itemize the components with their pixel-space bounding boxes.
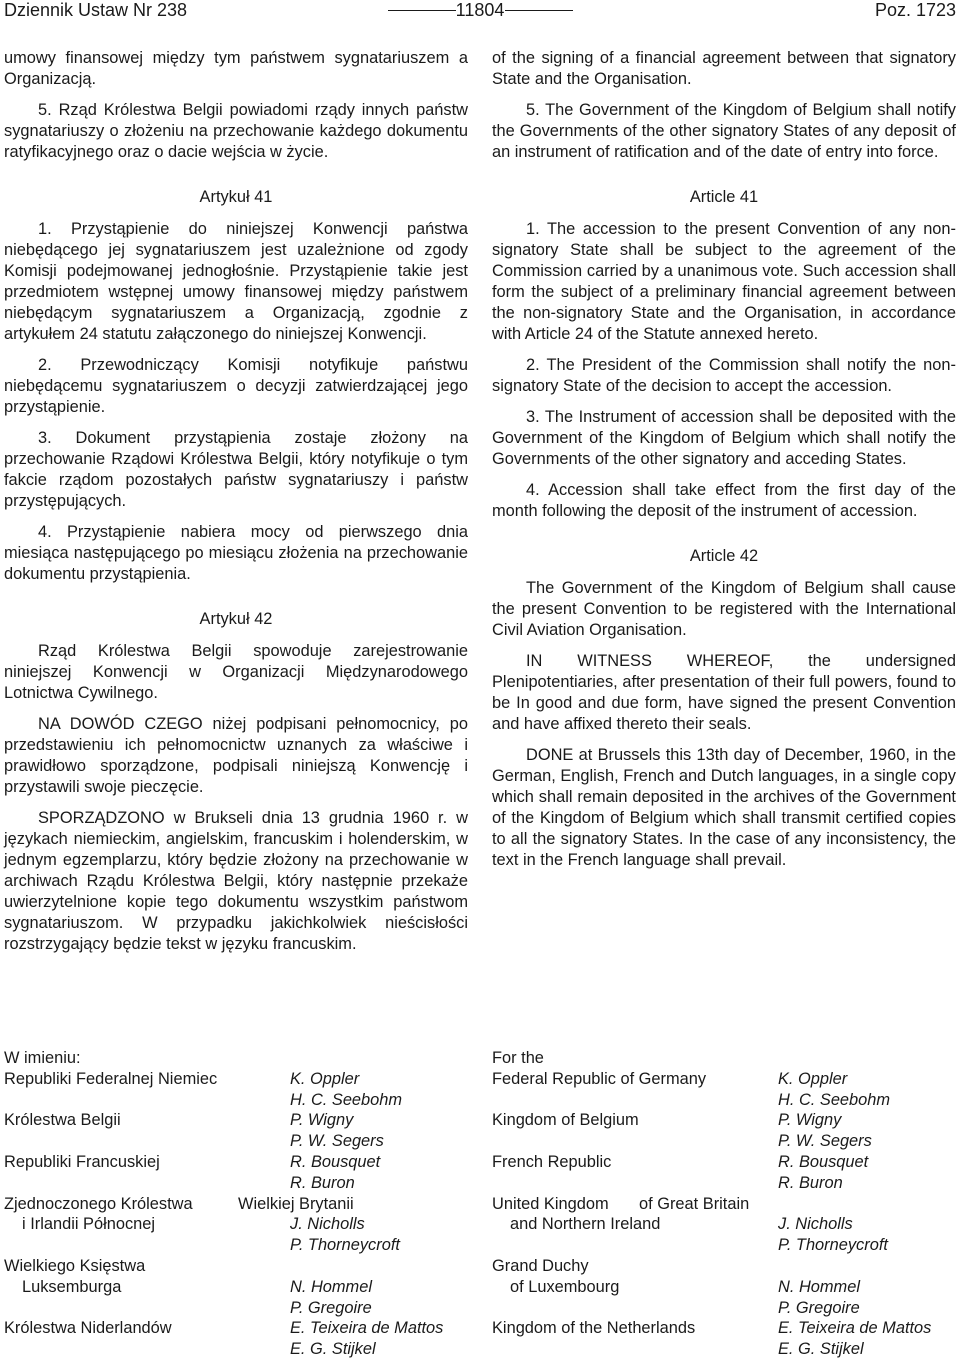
art41-para-2: 2. The President of the Commission shall notify the non-signatory State of the decision to accept the accession. [492,356,956,395]
sig-state-luxembourg-cont: of Luxembourg [510,1277,620,1296]
page-number: 11804 [455,0,505,20]
witness-para: IN WITNESS WHEREOF, the undersigned Plenipotentiaries, after presentation of their full powers, found to be In good and due form, have signed the present Convention and have affixed thereto their seals. [492,652,956,733]
paragraph-5: 5. Rząd Królestwa Belgii powiadomi rządy innych państw sygnatariuszy o złożeniu na przechowanie każdego dokumentu ratyfikacyjnego oraz o dacie wejścia w życie. [4,101,468,161]
sig-state-germany: Republiki Federalnej Niemiec [4,1069,218,1088]
art41-para-4: 4. Przystąpienie nabiera mocy od pierwszego dnia miesiąca następującego po miesiącu złożenia na przechowanie dokumentu przystąpienia. [4,523,468,583]
sig-state-netherlands: Kingdom of the Netherlands [492,1319,696,1338]
signer-name: P. W. Segers [778,1132,872,1151]
signer-name: J. Nicholls [290,1215,365,1234]
signer-name: E. G. Stijkel [290,1340,376,1359]
signatures-polish [4,1048,480,1360]
art41-para-3: 3. The Instrument of accession shall be deposited with the Government of the Kingdom of Belgium which shall notify the Governments of the other signatory and acceding States. [492,408,956,468]
sig-state-belgium: Kingdom of Belgium [492,1111,639,1130]
art41-para-1: 1. The accession to the present Convention of any non-signatory State shall be subject to the agreement of the Commission carried by a unanimous vote. Such accession shall form the subject of a preliminary financial agreement between the non-signatory State and the Organisation, in accordance with Article 24 of the Statute annexed hereto. [492,220,956,343]
art42-para: Rząd Królestwa Belgii spowoduje zarejestrowanie niniejszej Konwencji w Organizacji Międzynarodowego Lotnictwa Cywilnego. [4,642,468,702]
sig-state-uk-cont: and Northern Ireland [510,1215,661,1234]
sig-state-belgium: Królestwa Belgii [4,1111,121,1130]
signer-name: E. G. Stijkel [778,1340,864,1359]
signatures-english [492,1048,958,1360]
art41-para-1: 1. Przystąpienie do niniejszej Konwencji państwa niebędącego jej sygnatariuszem jest uzależnione od zgody Komisji podejmowanej jednogłośnie. Przystąpienie takie jest przedmiotem wstępnej umowy finansowej między państwem niebędącym sygnatariuszem a Organizacją, zgodnie z artykułem 24 statutu załączonego do niniejszej Konwencji. [4,220,468,343]
position-number: Poz. 1723 [874,0,956,20]
page-header [4,0,956,24]
signer-name: J. Nicholls [778,1215,853,1234]
signer-name: P. W. Segers [290,1132,384,1151]
signer-name: K. Oppler [778,1069,848,1088]
sig-state-uk-cont: of Great Britain [639,1194,750,1213]
header-rule-left [388,10,456,11]
signer-name: E. Teixeira de Mattos [290,1319,444,1338]
signer-name: P. Thorneycroft [290,1236,400,1255]
signer-name: R. Bousquet [778,1152,869,1171]
signer-name: H. C. Seebohm [778,1090,891,1109]
art42-para: The Government of the Kingdom of Belgium shall cause the present Convention to be registered with the International Civil Aviation Organisation. [492,579,956,639]
signer-name: R. Bousquet [290,1152,381,1171]
polish-column [4,48,468,965]
sig-state-luxembourg: Grand Duchy [492,1256,589,1275]
witness-para: NA DOWÓD CZEGO niżej podpisani pełnomocnicy, po przedstawieniu ich pełnomocnictw uznanych za właściwe i prawidłowo sporządzone, podpisali niniejszą Konwencję i przystawili swoje pieczęcie. [4,715,468,796]
done-para: DONE at Brussels this 13th day of December, 1960, in the German, English, French and Dutch languages, in a single copy which shall remain deposited in the archives of the Government of the Kingdom of Belgium which shall transmit certified copies to all the signatory States. In the case of any inconsistency, the text in the French language shall prevail. [492,746,956,869]
sig-state-luxembourg-cont: Luksemburga [22,1277,122,1296]
signer-name: P. Gregoire [778,1298,860,1317]
signer-name: H. C. Seebohm [290,1090,403,1109]
journal-title: Dziennik Ustaw Nr 238 [4,0,188,20]
continued-paragraph: of the signing of a financial agreement between that signatory State and the Organisation. [492,49,956,88]
signer-name: K. Oppler [290,1069,360,1088]
sig-state-france: French Republic [492,1152,612,1171]
art41-para-3: 3. Dokument przystąpienia zostaje złożony na przechowanie Rządowi Królestwa Belgii, który notyfikuje o tym fakcie rządom pozostałych państw sygnatariuszy i państw przystępujących. [4,429,468,510]
signer-name: R. Buron [778,1173,843,1192]
sig-intro: For the [492,1049,544,1067]
sig-state-luxembourg: Wielkiego Księstwa [4,1256,146,1275]
sig-state-france: Republiki Francuskiej [4,1152,160,1171]
signer-name: N. Hommel [290,1277,372,1296]
sig-state-uk-cont: i Irlandii Północnej [22,1215,156,1234]
sig-state-uk: Zjednoczonego Królestwa [4,1194,193,1213]
signer-name: E. Teixeira de Mattos [778,1319,932,1338]
sig-state-uk-cont: Wielkiej Brytanii [238,1194,354,1213]
english-column [492,48,956,881]
sig-intro: W imieniu: [4,1049,81,1067]
article-42-heading: Article 42 [689,547,759,565]
sig-state-netherlands: Królestwa Niderlandów [4,1319,172,1338]
signer-name: P. Gregoire [290,1298,372,1317]
art41-para-4: 4. Accession shall take effect from the first day of the month following the deposit of the instrument of accession. [492,481,956,520]
paragraph-5: 5. The Government of the Kingdom of Belgium shall notify the Governments of the other signatory States of any deposit of an instrument of ratification and of the date of entry into force. [492,101,956,161]
article-41-heading: Artykuł 41 [199,188,273,206]
sig-state-uk: United Kingdom [492,1194,609,1213]
signer-name: R. Buron [290,1173,355,1192]
signer-name: N. Hommel [778,1277,860,1296]
signer-name: P. Wigny [778,1111,842,1130]
signer-name: P. Wigny [290,1111,354,1130]
continued-paragraph: umowy finansowej między tym państwem sygnatariuszem a Organizacją. [4,49,468,88]
done-para: SPORZĄDZONO w Brukseli dnia 13 grudnia 1960 r. w językach niemieckim, angielskim, francuskim i holenderskim, w jednym egzemplarzu, który będzie złożony na przechowanie w archiwach Rządu Królestwa Belgii, który następnie przekaże uwierzytelnione kopie tego dokumentu wszystkim państwom sygnatariuszom. W przypadku jakichkolwiek nieścisłości rozstrzygający będzie tekst w języku francuskim. [4,809,468,953]
article-41-heading: Article 41 [689,188,759,206]
sig-state-germany: Federal Republic of Germany [492,1069,707,1088]
header-rule-right [505,10,573,11]
article-42-heading: Artykuł 42 [199,610,273,628]
art41-para-2: 2. Przewodniczący Komisji notyfikuje państwu niebędącemu sygnatariuszem o decyzji zatwierdzającej jego przystąpienie. [4,356,468,416]
signer-name: P. Thorneycroft [778,1236,888,1255]
